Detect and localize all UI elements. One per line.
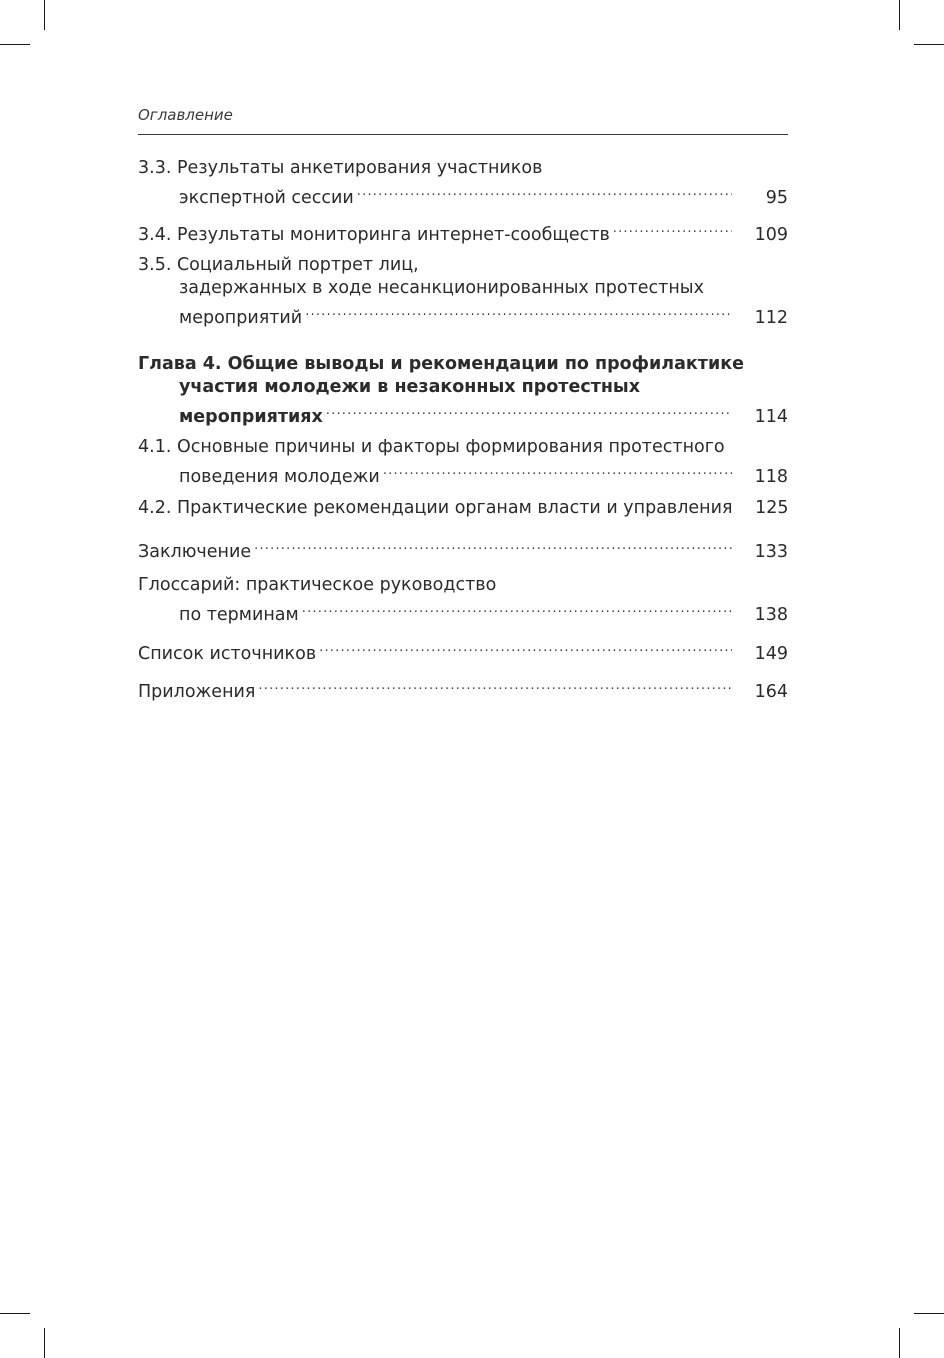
toc-entry-line: задержанных в ходе несанкционированных протестных — [179, 278, 704, 298]
crop-mark-bottom-right-h — [914, 1313, 944, 1314]
toc-entry-line: участия молодежи в незаконных протестных — [179, 377, 641, 397]
toc-entry-title: мероприятиях — [179, 407, 323, 427]
crop-mark-bottom-left-v — [44, 1328, 45, 1358]
toc-leader-dots — [326, 399, 732, 422]
toc-entry-last-line — [138, 534, 788, 564]
running-title: Оглавление — [138, 106, 233, 124]
toc-entry[interactable] — [138, 636, 788, 666]
toc-entry[interactable] — [138, 497, 788, 520]
table-of-contents — [138, 157, 788, 704]
toc-entry-last-line — [138, 497, 788, 520]
toc-entry[interactable] — [138, 217, 788, 247]
toc-entry[interactable] — [138, 157, 788, 210]
toc-page-number: 149 — [754, 644, 788, 664]
toc-page-number: 138 — [754, 605, 788, 625]
toc-entry[interactable] — [138, 254, 788, 330]
toc-leader-dots — [319, 636, 732, 659]
toc-entry-last-line — [138, 217, 788, 247]
toc-entry-line: 3.5. Социальный портрет лиц, — [138, 255, 419, 275]
crop-mark-top-left-v — [44, 0, 45, 30]
toc-entry-last-line — [138, 674, 788, 704]
toc-page-number: 125 — [755, 498, 789, 518]
toc-entry-line: Глоссарий: практическое руководство — [138, 575, 497, 595]
toc-leader-dots — [305, 300, 732, 323]
crop-mark-bottom-right-v — [899, 1328, 900, 1358]
toc-entry-chapter[interactable] — [138, 353, 788, 429]
toc-page-number: 112 — [754, 308, 788, 328]
toc-entry-line: Глава 4. Общие выводы и рекомендации по профилактике — [138, 354, 744, 374]
toc-entry-last-line — [138, 399, 788, 429]
toc-page-number: 95 — [765, 188, 788, 208]
crop-mark-top-right-v — [899, 0, 900, 30]
toc-leader-dots — [357, 180, 732, 203]
toc-leader-dots — [258, 674, 732, 697]
toc-entry-line: 4.1. Основные причины и факторы формирования протестного — [138, 437, 725, 457]
crop-mark-bottom-left-h — [0, 1313, 30, 1314]
toc-entry[interactable] — [138, 534, 788, 564]
toc-entry-title: Приложения — [138, 682, 256, 702]
toc-leader-dots — [254, 534, 732, 557]
toc-entry-line: 3.3. Результаты анкетирования участников — [138, 158, 543, 178]
toc-entry-title: поведения молодежи — [179, 467, 380, 487]
toc-entry-last-line — [138, 636, 788, 666]
toc-leader-dots — [613, 217, 732, 240]
toc-entry[interactable] — [138, 674, 788, 704]
crop-mark-top-right-h — [914, 44, 944, 45]
toc-page-number: 133 — [754, 542, 788, 562]
toc-leader-dots — [383, 459, 732, 482]
toc-entry-title: экспертной сессии — [179, 188, 354, 208]
toc-page-number: 118 — [754, 467, 788, 487]
toc-page-number: 109 — [754, 225, 788, 245]
toc-entry-title: Список источников — [138, 644, 317, 664]
toc-entry-last-line — [138, 459, 788, 489]
toc-leader-dots — [302, 597, 732, 620]
toc-entry-last-line — [138, 180, 788, 210]
toc-entry-title: 4.2. Практические рекомендации органам власти и управления — [138, 498, 733, 518]
toc-page-number: 164 — [754, 682, 788, 702]
crop-mark-top-left-h — [0, 44, 30, 45]
toc-entry[interactable] — [138, 574, 788, 627]
toc-entry-title: мероприятий — [179, 308, 303, 328]
toc-entry-title: 3.4. Результаты мониторинга интернет-сообществ — [138, 225, 610, 245]
toc-entry-last-line — [138, 300, 788, 330]
toc-entry[interactable] — [138, 436, 788, 489]
toc-page-number: 114 — [754, 407, 788, 427]
toc-entry-last-line — [138, 597, 788, 627]
toc-entry-title: по терминам — [179, 605, 299, 625]
toc-entry-title: Заключение — [138, 542, 252, 562]
page-header — [138, 104, 788, 135]
